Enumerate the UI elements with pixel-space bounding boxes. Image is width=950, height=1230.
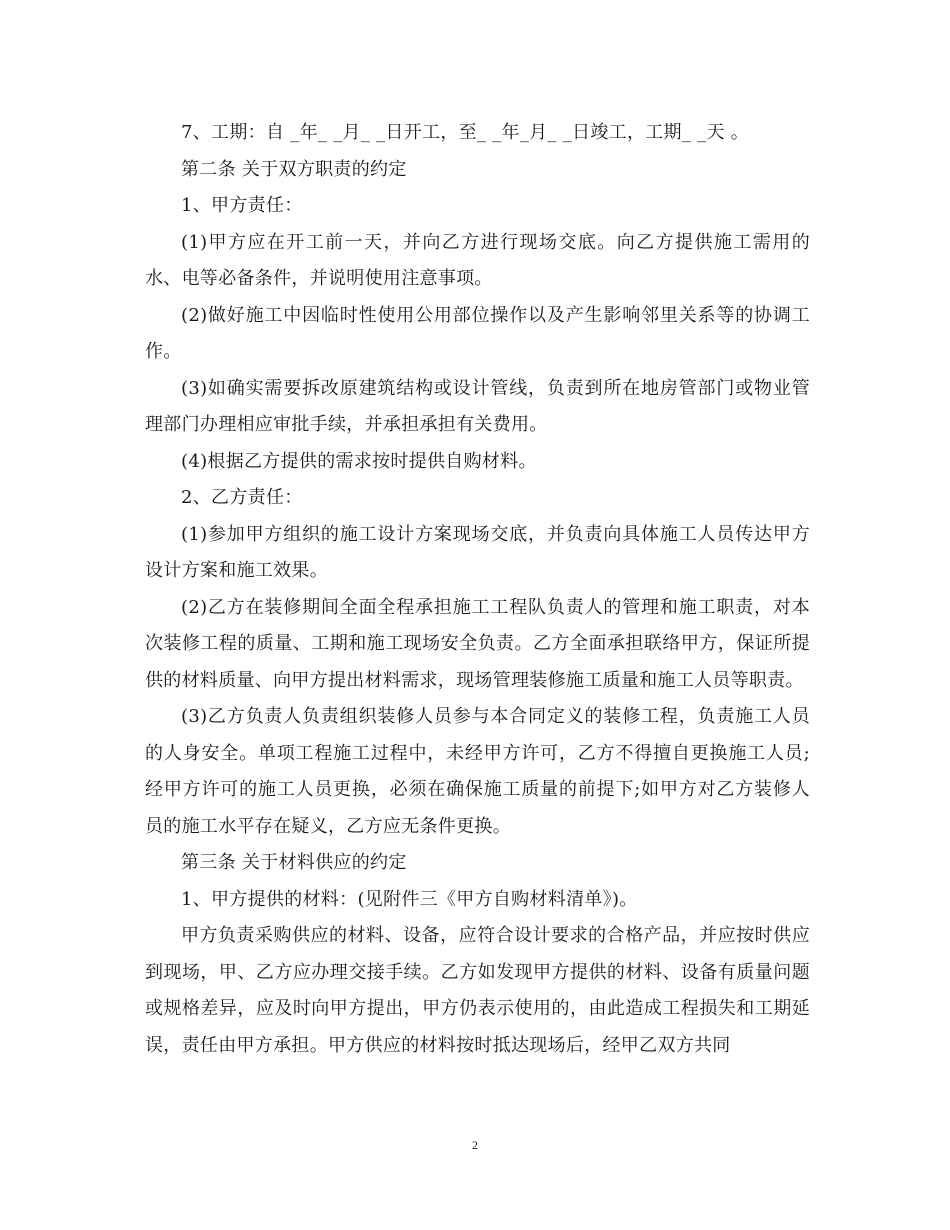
materials-supply-terms: 甲方负责采购供应的材料、设备，应符合设计要求的合格产品，并应按时供应到现场，甲、乙方应办理交接手续。乙方如发现甲方提供的材料、设备有质量问题或规格差异，应及时向甲方提出，甲方仍表示使用的，由此造成工程损失和工期延误，责任由甲方承担。甲方供应的材料按时抵达现场后，经甲乙双方共同 <box>145 925 810 1056</box>
party-a-duty-2: (2)做好施工中因临时性使用公用部位操作以及产生影响邻里关系等的协调工作。 <box>145 304 810 362</box>
party-a-materials: 1、甲方提供的材料：(见附件三《甲方自购材料清单》)。 <box>181 888 638 910</box>
party-a-duty-4: (4)根据乙方提供的需求按时提供自购材料。 <box>181 450 537 472</box>
party-b-duty-3: (3)乙方负责人负责组织装修人员参与本合同定义的装修工程，负责施工人员的人身安全。单项工程施工过程中，未经甲方许可，乙方不得擅自更换施工人员;经甲方许可的施工人员更换，必须在确保施工质量的前提下;如甲方对乙方装修人员的施工水平存在疑义，乙方应无条件更换。 <box>145 706 810 837</box>
page-number: 2 <box>472 1138 478 1152</box>
party-a-duty-1: (1)甲方应在开工前一天，并向乙方进行现场交底。向乙方提供施工需用的水、电等必备条件，并说明使用注意事项。 <box>145 231 810 289</box>
party-b-duty-2: (2)乙方在装修期间全面全程承担施工工程队负责人的管理和施工职责，对本次装修工程的质量、工期和施工现场安全负责。乙方全面承担联络甲方，保证所提供的材料质量、向甲方提出材料需求，现场管理装修施工质量和施工人员等职责。 <box>145 596 810 691</box>
party-b-duties-heading: 2、乙方责任： <box>181 487 303 508</box>
document-body <box>145 115 810 1064</box>
party-a-duties-heading: 1、甲方责任： <box>181 195 303 216</box>
party-a-duty-3: (3)如确实需要拆改原建筑结构或设计管线，负责到所在地房管部门或物业管理部门办理相应审批手续，并承担承担有关费用。 <box>145 377 810 435</box>
paragraph-construction-period: 7、工期：自 _年_ _月_ _日开工，至_ _年_月_ _日竣工，工期_ _天 。 <box>181 122 750 143</box>
article-2-heading: 第二条 关于双方职责的约定 <box>181 158 407 180</box>
article-3-heading: 第三条 关于材料供应的约定 <box>181 852 407 873</box>
party-b-duty-1: (1)参加甲方组织的施工设计方案现场交底，并负责向具体施工人员传达甲方设计方案和施工效果。 <box>145 523 810 581</box>
